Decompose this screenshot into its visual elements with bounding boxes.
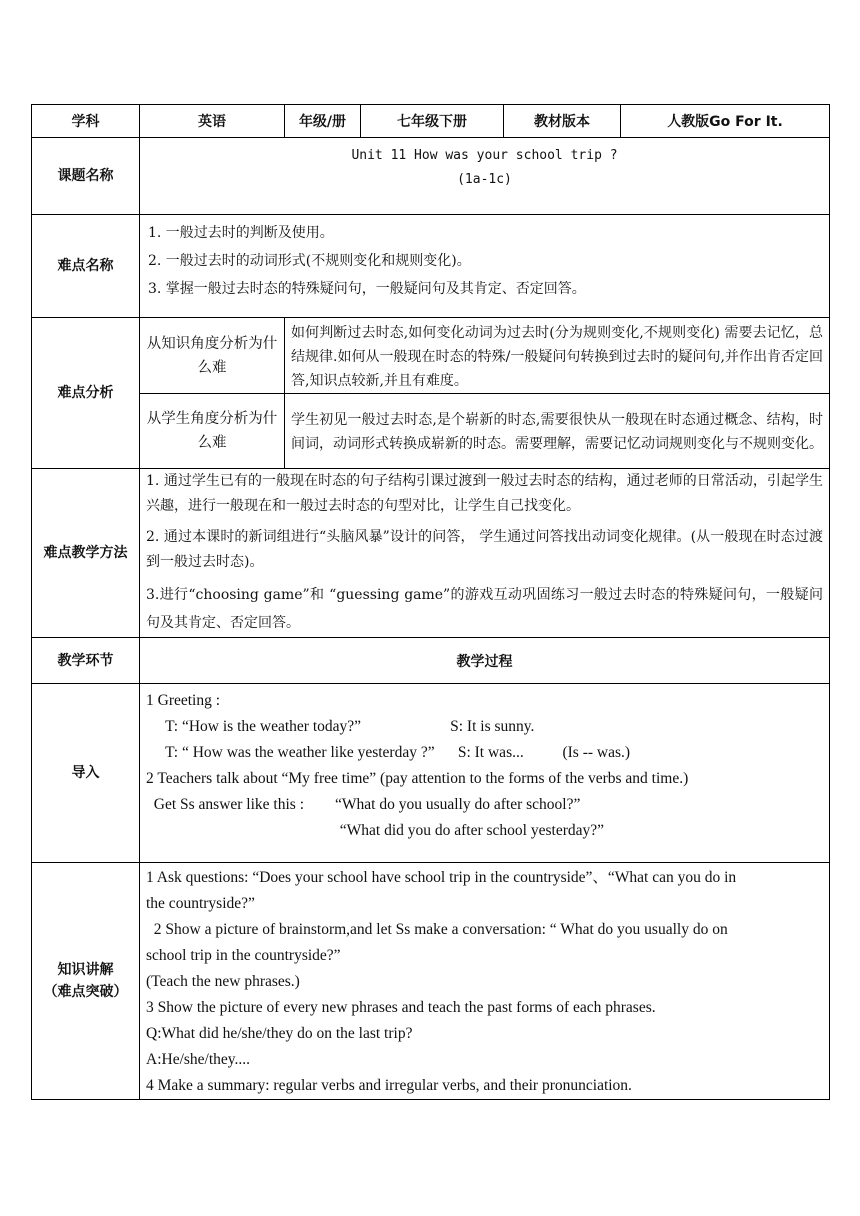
subject-value: 英语 <box>140 105 285 138</box>
intro-label: 导入 <box>32 684 140 863</box>
analysis-knowledge-row <box>32 318 830 394</box>
intro-line: T: “How is the weather today?” S: It is sunny. <box>146 718 535 735</box>
lesson-subtitle: (1a-1c) <box>457 172 512 187</box>
intro-line: 2 Teachers talk about “My free time” (pay attention to the forms of the verbs and time.) <box>146 770 689 787</box>
intro-cell <box>140 684 830 863</box>
knowledge-angle-label: 从知识角度分析为什么难 <box>140 318 285 394</box>
process-header: 教学过程 <box>140 638 830 684</box>
difficulty-item-1: 1. 一般过去时的判断及使用。 <box>148 225 334 241</box>
method-paragraph-3: 3.进行“choosing game”和 “guessing game”的游戏互动巩固练习一般过去时态的特殊疑问句，一般疑问句及其肯定、否定回答。 <box>146 587 823 631</box>
method-paragraph-1: 1. 通过学生已有的一般现在时态的句子结构引课过渡到一般过去时态的结构，通过老师的日常活动，引起学生兴趣，进行一般现在和一般过去时态的句型对比，让学生自己找变化。 <box>146 473 823 514</box>
difficulty-item-2: 2. 一般过去时的动词形式(不规则变化和规则变化)。 <box>148 253 471 269</box>
header-row <box>32 105 830 138</box>
knowledge-line: 2 Show a picture of brainstorm,and let Ss make a conversation: “ What do you usually do on <box>146 921 728 938</box>
analysis-student-row <box>32 394 830 469</box>
process-header-row <box>32 638 830 684</box>
method-row <box>32 469 830 638</box>
difficulty-row <box>32 215 830 318</box>
lesson-label: 课题名称 <box>32 138 140 215</box>
subject-label: 学科 <box>32 105 140 138</box>
grade-label: 年级/册 <box>285 105 361 138</box>
knowledge-line: Q:What did he/she/they do on the last trip? <box>146 1025 413 1042</box>
lesson-plan-table <box>31 104 830 1100</box>
student-angle-label: 从学生角度分析为什么难 <box>140 394 285 469</box>
student-angle-text: 学生初见一般过去时态,是个崭新的时态,需要很快从一般现在时态通过概念、结构，时间词，动词形式转换成崭新的时态。需要理解，需要记忆动词规则变化与不规则变化。 <box>285 394 830 469</box>
knowledge-line: A:He/she/they.... <box>146 1051 251 1068</box>
knowledge-line: the countryside?” <box>146 895 255 912</box>
method-paragraph-2: 2. 通过本课时的新词组进行“头脑风暴”设计的问答， 学生通过问答找出动词变化规律。(从一般现在时态过渡到一般过去时态)。 <box>146 529 823 570</box>
knowledge-label-line1: 知识讲解 <box>57 962 114 978</box>
intro-line: “What did you do after school yesterday?” <box>146 822 605 839</box>
knowledge-line: 4 Make a summary: regular verbs and irregular verbs, and their pronunciation. <box>146 1077 632 1094</box>
knowledge-line: 1 Ask questions: “Does your school have school trip in the countryside”、“What can you do in <box>146 869 737 886</box>
analysis-label: 难点分析 <box>32 318 140 469</box>
knowledge-line: 3 Show the picture of every new phrases and teach the past forms of each phrases. <box>146 999 656 1016</box>
lesson-title: Unit 11 How was your school trip ? <box>351 148 618 163</box>
knowledge-label-line2: （难点突破） <box>43 984 128 1000</box>
method-cell <box>140 469 830 638</box>
knowledge-cell <box>140 863 830 1100</box>
knowledge-label <box>32 863 140 1100</box>
intro-line: Get Ss answer like this : “What do you usually do after school?” <box>146 796 581 813</box>
lesson-row <box>32 138 830 215</box>
intro-line: 1 Greeting : <box>146 692 221 709</box>
difficulty-label: 难点名称 <box>32 215 140 318</box>
intro-line: T: “ How was the weather like yesterday ?” S: It was... (Is -- was.) <box>146 744 631 761</box>
knowledge-angle-text: 如何判断过去时态,如何变化动词为过去时(分为规则变化,不规则变化) 需要去记忆，总结规律.如何从一般现在时态的特殊/一般疑问句转换到过去时的疑问句,并作出肯否定回答,知识点较新,并且有难度。 <box>285 318 830 394</box>
difficulty-item-3: 3. 掌握一般过去时态的特殊疑问句，一般疑问句及其肯定、否定回答。 <box>148 281 586 297</box>
grade-value: 七年级下册 <box>361 105 504 138</box>
textbook-value: 人教版Go For It. <box>621 105 830 138</box>
lesson-cell <box>140 138 830 215</box>
textbook-label: 教材版本 <box>504 105 621 138</box>
stage-header: 教学环节 <box>32 638 140 684</box>
method-label: 难点教学方法 <box>32 469 140 638</box>
knowledge-line: school trip in the countryside?” <box>146 947 341 964</box>
intro-row <box>32 684 830 863</box>
knowledge-line: (Teach the new phrases.) <box>146 973 300 990</box>
knowledge-row <box>32 863 830 1100</box>
difficulty-cell <box>140 215 830 318</box>
